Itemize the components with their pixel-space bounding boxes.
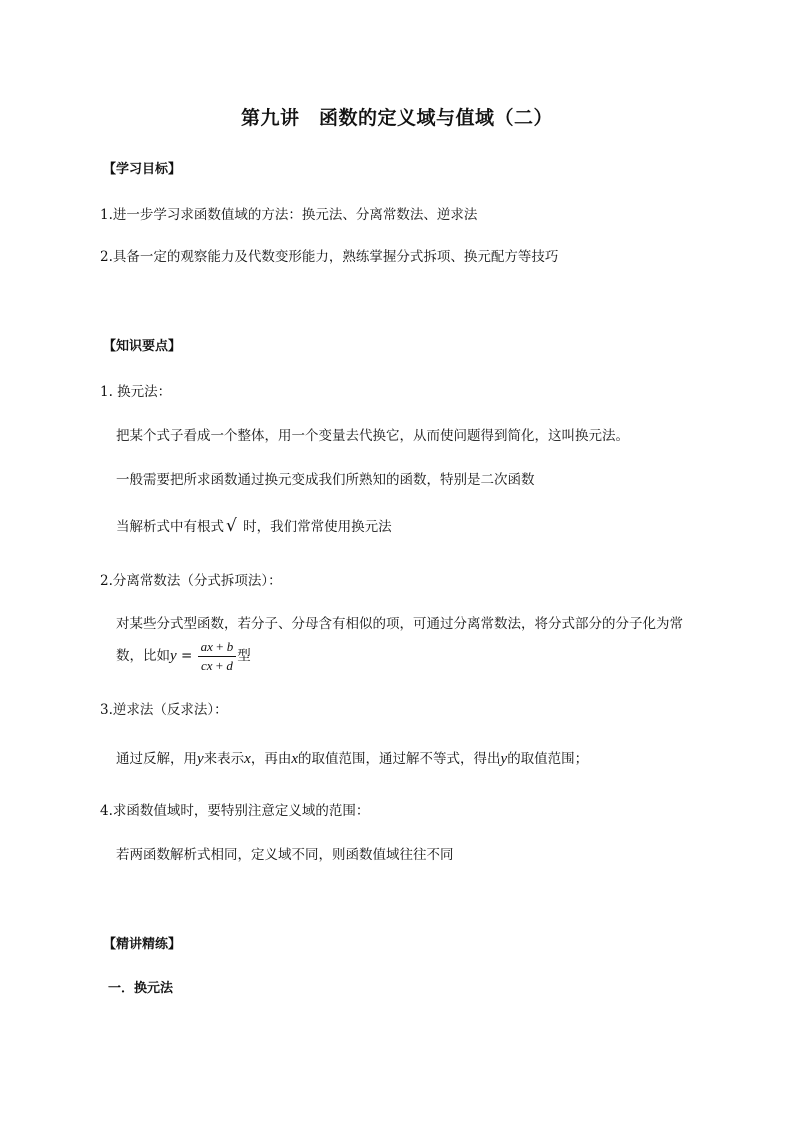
- fraction-num-op: +: [212, 639, 227, 654]
- fraction-num-b: b: [226, 639, 234, 654]
- section-heading-practice: 【精讲精练】: [103, 937, 182, 952]
- point-1-line-3-pre: 当解析式中有根式: [116, 519, 224, 535]
- fraction-den-op: +: [212, 658, 227, 673]
- point-4-label: 4.求函数值域时，要特别注意定义域的范围：: [100, 803, 370, 819]
- fraction: [198, 638, 237, 675]
- fraction-den-d: d: [226, 658, 233, 673]
- subsection-heading-substitution: 一．换元法: [108, 981, 174, 996]
- point-3-label: 3.逆求法（反求法）：: [100, 702, 228, 718]
- point-4-line-1: 若两函数解析式相同，定义域不同，则函数值域往往不同: [116, 847, 454, 863]
- point-2-line-2-post: 型: [237, 648, 251, 664]
- point-2-label: 2.分离常数法（分式拆项法）：: [100, 573, 282, 589]
- point-1-line-3-post: 时，我们常常使用换元法: [243, 519, 392, 535]
- goal-item-2: 2.具备一定的观察能力及代数变形能力，熟练掌握分式拆项、换元配方等技巧: [100, 249, 559, 265]
- point-1-label: 1. 换元法：: [100, 384, 172, 400]
- sqrt-icon: √: [226, 516, 237, 536]
- math-equals: =: [176, 648, 197, 664]
- math-x-1: x: [244, 751, 251, 767]
- section-heading-knowledge: 【知识要点】: [103, 339, 182, 354]
- point-3-text-5: 的取值范围；: [507, 751, 589, 767]
- fraction-den-c: cx: [200, 658, 213, 673]
- point-1-line-3: [116, 515, 392, 536]
- point-3-text-2: 来表示: [203, 751, 245, 767]
- point-2-line-1: 对某些分式型函数，若分子、分母含有相似的项，可通过分离常数法，将分式部分的分子化为常: [116, 616, 683, 632]
- point-3-text-1: 通过反解，用: [116, 751, 197, 767]
- point-2-line-2-pre: 数，比如: [116, 648, 170, 664]
- fraction-numerator: [198, 638, 237, 657]
- section-heading-goals: 【学习目标】: [103, 162, 182, 177]
- math-y-2: y: [500, 751, 508, 767]
- page-title: 第九讲 函数的定义域与值域（二）: [240, 107, 553, 129]
- point-3-line-1: [116, 747, 588, 768]
- fraction-denominator: [198, 657, 237, 675]
- goal-item-1: 1.进一步学习求函数值域的方法：换元法、分离常数法、逆求法: [100, 207, 478, 223]
- math-y: y: [170, 648, 177, 664]
- point-1-line-1: 把某个式子看成一个整体，用一个变量去代换它，从而使问题得到简化，这叫换元法。: [116, 428, 629, 444]
- point-3-text-4: 的取值范围，通过解不等式，得出: [298, 751, 501, 767]
- point-1-line-2: 一般需要把所求函数通过换元变成我们所熟知的函数，特别是二次函数: [116, 472, 535, 488]
- point-2-line-2: [116, 638, 251, 675]
- point-3-text-3: ，再由: [250, 751, 292, 767]
- math-x-2: x: [291, 751, 299, 767]
- fraction-num-a: ax: [200, 639, 213, 654]
- math-y-1: y: [197, 751, 204, 767]
